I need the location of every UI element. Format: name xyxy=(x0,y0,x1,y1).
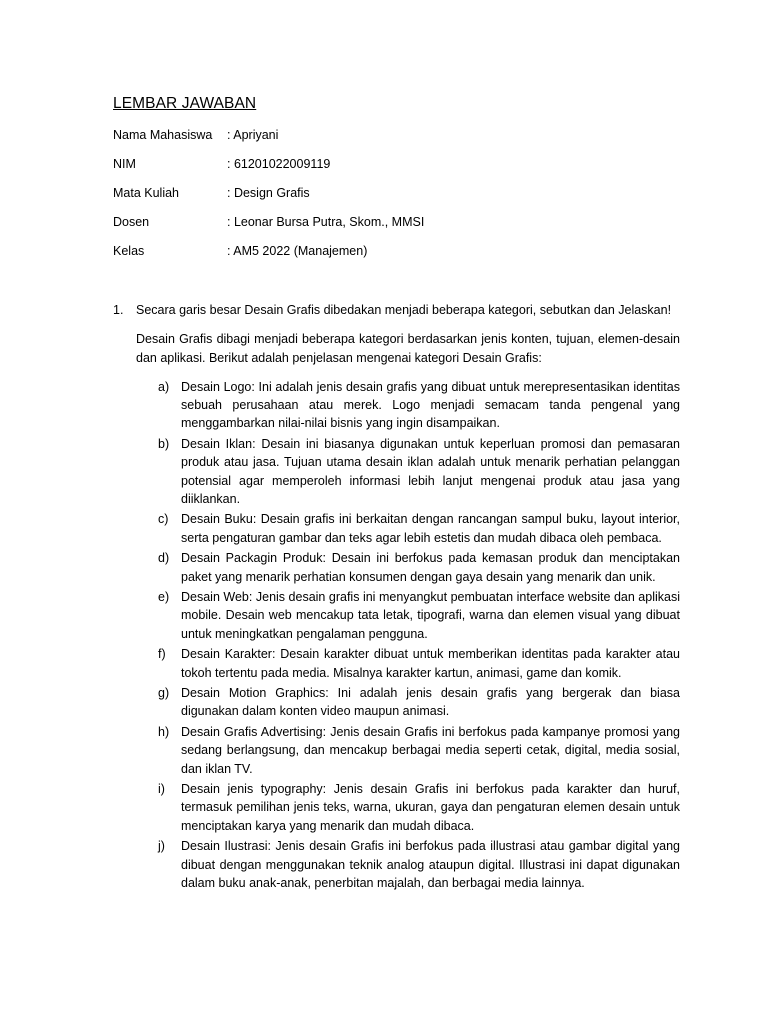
list-item-text: Desain Logo: Ini adalah jenis desain grafis yang dibuat untuk merepresentasikan identitas sebuah perusahaan atau merek. Logo menjadi semacam tanda pengenal yang menggambarkan nilai-nilai bisnis yang ingin disampaikan. xyxy=(181,380,680,431)
list-item xyxy=(136,645,680,681)
list-item-letter: e) xyxy=(158,590,170,605)
list-item-text: Desain Packagin Produk: Desain ini berfokus pada kemasan produk dan menciptakan paket yang menarik perhatian konsumen dengan gaya desain yang menarik dan unik. xyxy=(181,551,680,584)
intro-paragraph: Desain Grafis dibagi menjadi beberapa kategori berdasarkan jenis konten, tujuan, elemen-desain dan aplikasi. Berikut adalah penjelasan mengenai kategori Desain Grafis: xyxy=(136,332,680,365)
list-item xyxy=(136,378,680,433)
info-label: Mata Kuliah xyxy=(113,186,180,200)
list-item-text: Desain Grafis Advertising: Jenis desain Grafis ini berfokus pada kampanye promosi yang sedang berlangsung, dan mencakup berbagai media seperti cetak, digital, media sosial, dan iklan TV. xyxy=(181,725,680,776)
list-item-text: Desain Web: Jenis desain grafis ini menyangkut pembuatan interface website dan aplikasi mobile. Desain web mencakup tata letak, tipografi, warna dan elemen visual yang dibuat untuk meningkatkan pengalaman pengguna. xyxy=(181,590,680,641)
list-item-letter: b) xyxy=(158,437,170,452)
list-item-text: Desain Ilustrasi: Jenis desain Grafis ini berfokus pada illustrasi atau gambar digital yang dibuat dengan menggunakan teknik analog ataupun digital. Illustrasi ini dapat digunakan dalam buku anak-anak, penerbitan majalah, dan berbagai media lainnya. xyxy=(181,839,680,890)
list-item-letter: h) xyxy=(158,725,170,740)
info-value: : 61201022009119 xyxy=(227,157,331,171)
list-item-text: Desain Motion Graphics: Ini adalah jenis desain grafis yang bergerak dan biasa digunakan dalam konten video maupun animasi. xyxy=(181,686,680,719)
list-item xyxy=(136,723,680,778)
list-item-letter: f) xyxy=(158,647,166,662)
category-list xyxy=(136,378,680,894)
list-item-letter: a) xyxy=(158,380,170,394)
info-value: : Apriyani xyxy=(227,128,279,142)
question-text: Secara garis besar Desain Grafis dibedakan menjadi beberapa kategori, sebutkan dan Jelaskan! xyxy=(136,303,672,317)
list-item xyxy=(136,510,680,546)
info-label: Kelas xyxy=(113,244,145,258)
list-item xyxy=(136,588,680,643)
list-item-text: Desain Buku: Desain grafis ini berkaitan dengan rancangan sampul buku, layout interior, serta pengaturan gambar dan teks agar lebih estetis dan mudah dibaca oleh pembaca. xyxy=(181,512,680,545)
list-item-letter: c) xyxy=(158,512,169,527)
info-value: : Design Grafis xyxy=(227,186,310,200)
list-item xyxy=(136,780,680,835)
info-label: Nama Mahasiswa xyxy=(113,128,213,142)
list-item-letter: j) xyxy=(158,839,165,854)
info-value: : Leonar Bursa Putra, Skom., MMSI xyxy=(227,215,425,229)
list-item-letter: g) xyxy=(158,686,170,701)
list-item xyxy=(136,549,680,585)
list-item-letter: d) xyxy=(158,551,170,566)
list-item xyxy=(136,684,680,720)
question-number: 1. xyxy=(113,303,124,317)
list-item-text: Desain Iklan: Desain ini biasanya digunakan untuk keperluan promosi dan pemasaran produk atau jasa. Tujuan utama desain iklan adalah untuk menarik perhatian pelanggan potensial agar memperoleh informasi lebih lanjut mengenai produk atau jasa yang diiklankan. xyxy=(181,437,680,506)
list-item-text: Desain Karakter: Desain karakter dibuat untuk memberikan identitas pada karakter atau tokoh tertentu pada media. Misalnya karakter kartun, animasi, game dan komik. xyxy=(181,647,680,680)
info-label: NIM xyxy=(113,157,136,171)
info-label: Dosen xyxy=(113,215,150,229)
page-title: LEMBAR JAWABAN xyxy=(113,95,257,112)
list-item-letter: i) xyxy=(158,782,165,797)
list-item xyxy=(136,837,680,892)
info-value: : AM5 2022 (Manajemen) xyxy=(227,244,368,258)
list-item xyxy=(136,435,680,508)
list-item-text: Desain jenis typography: Jenis desain Grafis ini berfokus pada karakter dan huruf, termasuk pemilihan jenis teks, warna, ukuran, gaya dan pengaturan elemen desain untuk menciptakan karya yang menarik dan mudah dibaca. xyxy=(181,782,680,833)
